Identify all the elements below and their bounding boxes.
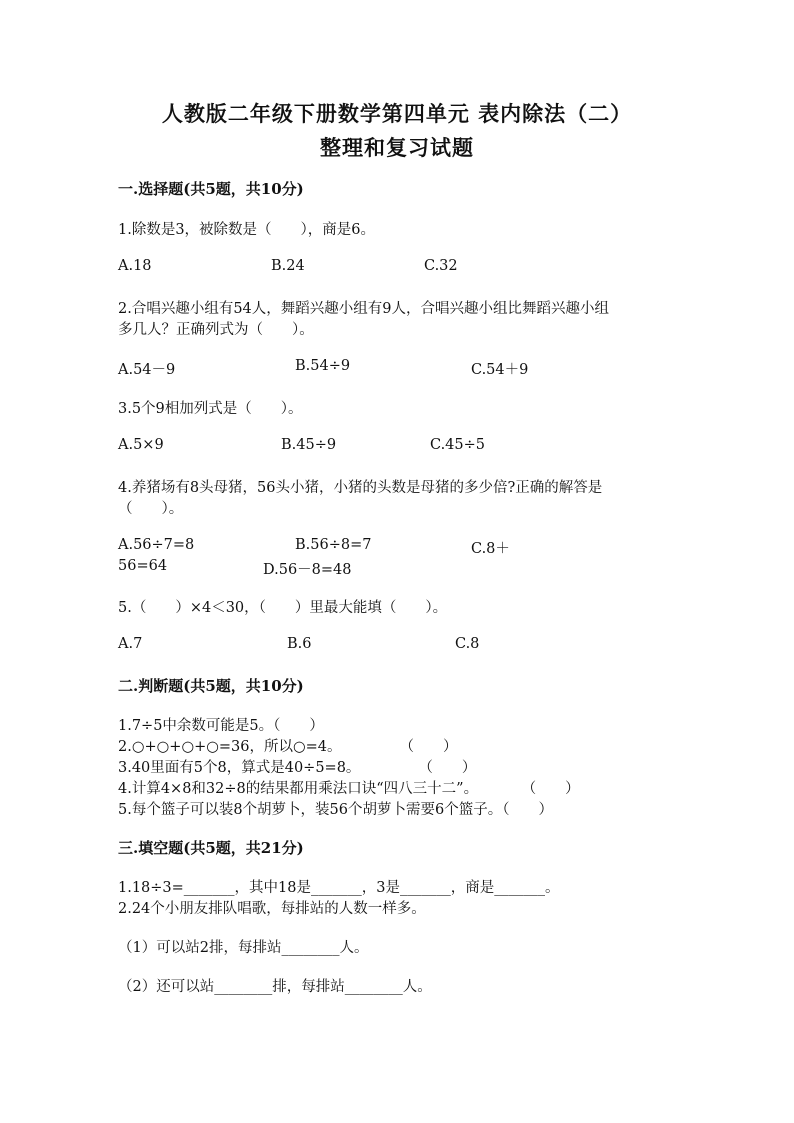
- judgement-item-3: 3.40里面有5个8，算式是40÷5=8。 （ ）: [118, 760, 477, 776]
- question-4-option-d: D.56－8=48: [263, 562, 352, 578]
- question-2-stem-line2: 多几人？正确列式为（ ）。: [118, 322, 314, 338]
- question-1-stem: 1.除数是3，被除数是（ ），商是6。: [118, 222, 376, 238]
- question-4-option-a: A.56÷7=8: [118, 537, 195, 553]
- section-heading-choice: 一.选择题(共5题，共10分): [118, 180, 304, 198]
- question-1-option-b: B.24: [271, 258, 305, 274]
- question-4-option-c-cont: 56=64: [118, 558, 168, 574]
- question-4-option-c: C.8＋: [471, 541, 510, 557]
- question-2-option-a: A.54－9: [118, 362, 176, 378]
- section-heading-fill-blank: 三.填空题(共5题，共21分): [118, 839, 304, 857]
- question-5-option-a: A.7: [118, 636, 143, 652]
- question-2-stem-line1: 2.合唱兴趣小组有54人，舞蹈兴趣小组有9人，合唱兴趣小组比舞蹈兴趣小组: [118, 301, 610, 317]
- question-3-option-b: B.45÷9: [281, 437, 337, 453]
- question-3-option-c: C.45÷5: [430, 437, 486, 453]
- section-heading-judgement: 二.判断题(共5题，共10分): [118, 677, 304, 695]
- judgement-item-2: 2.○+○+○+○=36，所以○=4。 （ ）: [118, 739, 458, 755]
- question-4-stem-line2: （ ）。: [118, 501, 184, 517]
- judgement-item-1: 1.7÷5中余数可能是5。（ ）: [118, 718, 324, 734]
- page-title: 人教版二年级下册数学第四单元 表内除法（二）: [161, 101, 633, 126]
- question-5-option-c: C.8: [455, 636, 480, 652]
- fill-item-2-part-1: （1）可以站2排，每排站________人。: [118, 940, 369, 956]
- fill-item-2-part-2: （2）还可以站________排，每排站________人。: [118, 979, 432, 995]
- fill-item-1: 1.18÷3=_______，其中18是_______，3是_______，商是_______。: [118, 880, 560, 896]
- question-5-option-b: B.6: [287, 636, 312, 652]
- judgement-item-5: 5.每个篮子可以装8个胡萝卜，装56个胡萝卜需要6个篮子。（ ）: [118, 802, 553, 818]
- question-2-option-b: B.54÷9: [295, 358, 351, 374]
- page-subtitle: 整理和复习试题: [320, 135, 474, 160]
- question-2-option-c: C.54＋9: [471, 362, 529, 378]
- question-4-stem-line1: 4.养猪场有8头母猪，56头小猪，小猪的头数是母猪的多少倍?正确的解答是: [118, 480, 603, 496]
- judgement-item-4: 4.计算4×8和32÷8的结果都用乘法口诀“四八三十二”。 （ ）: [118, 781, 580, 797]
- question-3-stem: 3.5个9相加列式是（ ）。: [118, 401, 303, 417]
- question-1-option-a: A.18: [118, 258, 152, 274]
- fill-item-2: 2.24个小朋友排队唱歌，每排站的人数一样多。: [118, 901, 426, 917]
- question-5-stem: 5.（ ）×4＜30，（ ）里最大能填（ ）。: [118, 600, 448, 616]
- question-4-option-b: B.56÷8=7: [295, 537, 372, 553]
- question-3-option-a: A.5×9: [118, 437, 164, 453]
- question-1-option-c: C.32: [424, 258, 458, 274]
